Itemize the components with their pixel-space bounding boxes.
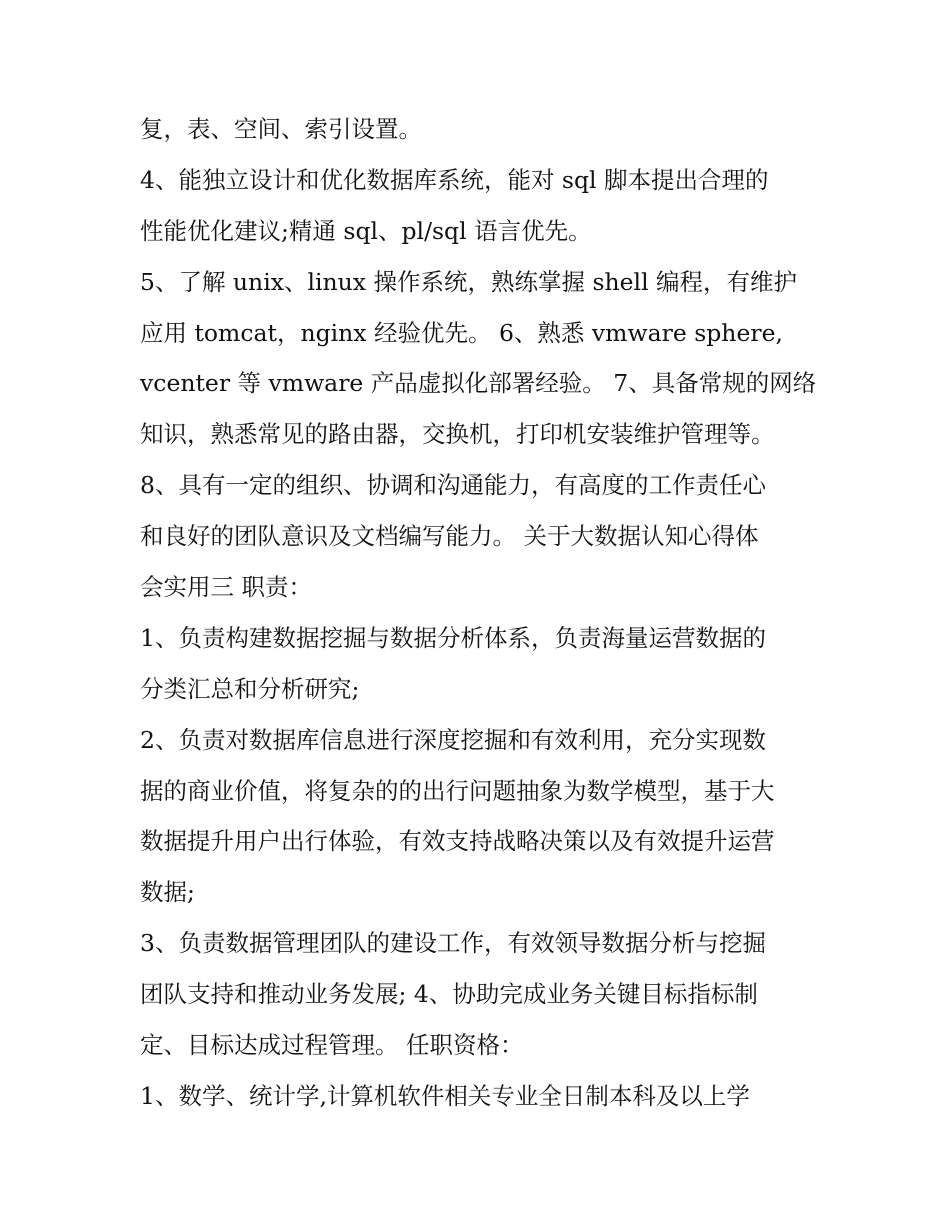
document-body xyxy=(140,104,830,1122)
text-line: 性能优化建议;精通 sql、pl/sql 语言优先。 xyxy=(140,216,592,245)
text-line: 复，表、空间、索引设置。 xyxy=(140,115,422,143)
text-line: 4、能独立设计和优化数据库系统，能对 sql 脚本提出合理的 xyxy=(140,165,769,194)
text-line: vcenter 等 vmware 产品虚拟化部署经验。 7、具备常规的网络 xyxy=(140,369,817,398)
text-line: 数据; xyxy=(140,878,195,907)
text-line: 据的商业价值，将复杂的的出行问题抽象为数学模型，基于大 xyxy=(140,776,775,805)
text-line: 1、负责构建数据挖掘与数据分析体系，负责海量运营数据的 xyxy=(140,623,766,652)
text-line: 数据提升用户出行体验，有效支持战略决策以及有效提升运营 xyxy=(140,827,775,856)
text-line: 会实用三 职责： xyxy=(140,573,312,602)
text-line: 分类汇总和分析研究; xyxy=(140,674,360,703)
text-line: 知识，熟悉常见的路由器，交换机，打印机安装维护管理等。 xyxy=(140,420,775,449)
text-line: 2、负责对数据库信息进行深度挖掘和有效利用，充分实现数 xyxy=(140,725,766,754)
text-line: 1、数学、统计学,计算机软件相关专业全日制本科及以上学 xyxy=(140,1081,750,1110)
text-line: 5、了解 unix、linux 操作系统，熟练掌握 shell 编程，有维护 xyxy=(140,267,798,296)
text-line: 团队支持和推动业务发展; 4、协助完成业务关键目标指标制 xyxy=(140,980,758,1009)
text-line: 和良好的团队意识及文档编写能力。 关于大数据认知心得体 xyxy=(140,522,759,551)
text-line: 应用 tomcat，nginx 经验优先。 6、熟悉 vmware sphere, xyxy=(140,318,783,347)
text-line: 8、具有一定的组织、协调和沟通能力，有高度的工作责任心 xyxy=(140,471,766,500)
text-line: 3、负责数据管理团队的建设工作，有效领导数据分析与挖掘 xyxy=(140,929,766,958)
text-line: 定、目标达成过程管理。 任职资格： xyxy=(140,1031,524,1060)
